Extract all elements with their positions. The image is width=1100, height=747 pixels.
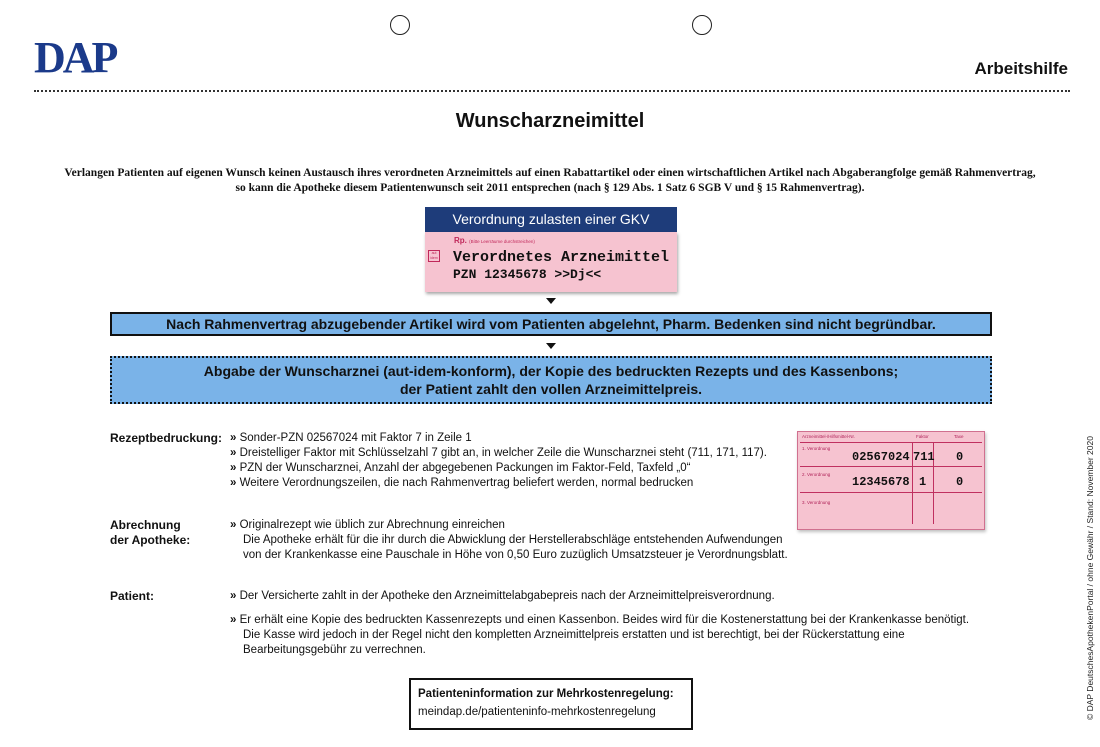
prescription-form-sample (797, 431, 985, 530)
header-divider (34, 90, 1070, 92)
dispense-line-1: Abgabe der Wunscharznei (aut-idem-konform), der Kopie des bedruckten Rezepts und des Kassenbons; (203, 363, 899, 379)
list-item: » Weitere Verordnungszeilen, die nach Rahmenvertrag beliefert werden, normal bedrucken (230, 477, 694, 489)
detail-line: Die Apotheke erhält für die ihr durch die Abwicklung der Herstellerabschläge entstehenden Aufwendungen (243, 534, 783, 546)
form-taxe-1: 0 (956, 450, 964, 464)
copyright-note: © DAP DeutschesApothekenPortal / ohne Gewähr / Stand: November 2020 (1085, 436, 1095, 720)
rp-label: Rp. (Bitte Leerräume durchstreichen) (454, 236, 535, 245)
list-item: » Dreistelliger Faktor mit Schlüsselzahl 7 gibt an, in welcher Zeile die Wunscharznei steht (711, 171, 117). (230, 447, 767, 459)
dap-logo: DAP (34, 33, 116, 82)
page-title: Wunscharzneimittel (455, 110, 645, 132)
form-rule (800, 492, 982, 493)
info-title: Patienteninformation zur Mehrkostenregelung: (418, 688, 674, 700)
punch-hole-right (692, 15, 712, 35)
flow-box-rejected: Nach Rahmenvertrag abzugebender Artikel wird vom Patienten abgelehnt, Pharm. Bedenken sind nicht begründbar. (110, 312, 992, 336)
patient-list (230, 589, 1010, 658)
label-line: Abrechnung (110, 518, 181, 532)
doc-type-label: Arbeitshilfe (974, 59, 1068, 78)
abrechnung-list (230, 518, 830, 563)
section-label-abrechnung (110, 518, 190, 548)
label-line: der Apotheke: (110, 533, 191, 547)
form-pzn-1: 02567024 (852, 450, 910, 464)
form-pzn-2: 12345678 (852, 475, 910, 489)
punch-hole-left (390, 15, 410, 35)
form-rule (800, 466, 982, 467)
form-row-label: 2. Verordnung (802, 472, 831, 477)
list-item: » PZN der Wunscharznei, Anzahl der abgegebenen Packungen im Faktor-Feld, Taxfeld „0“ (230, 462, 691, 474)
form-header-taxe: Taxe (954, 434, 964, 439)
info-link[interactable]: meindap.de/patienteninfo-mehrkostenregelung (418, 706, 656, 718)
form-faktor-2: 1 (919, 475, 927, 489)
rezeptbedruckung-list (230, 431, 790, 491)
section-label-patient: Patient: (110, 589, 155, 603)
form-faktor-1: 711 (913, 450, 935, 464)
form-taxe-2: 0 (956, 475, 964, 489)
form-row-label: 1. Verordnung (802, 446, 831, 451)
aut-idem-box: aut idem (428, 250, 440, 262)
arrow-down-icon (546, 343, 556, 349)
patient-info-box (409, 678, 693, 730)
form-header-pzn: Arzneimittel-/Hilfsmittel-Nr. (802, 434, 856, 439)
gkv-header: Verordnung zulasten einer GKV (425, 207, 677, 232)
list-item: » Sonder-PZN 02567024 mit Faktor 7 in Zeile 1 (230, 432, 472, 444)
detail-line: Bearbeitungsgebühr zu verrechnen. (243, 644, 426, 656)
detail-line: Die Kasse wird jedoch in der Regel nicht den kompletten Arzneimittelpreis erstatten und ist berechtigt, bei der Rückerstattung eine (243, 629, 905, 641)
form-rule (800, 442, 982, 443)
detail-line: von der Krankenkasse eine Pauschale in Höhe von 0,50 Euro zuzüglich Umsatzsteuer je Verordnungsblatt. (243, 549, 788, 561)
arrow-down-icon (546, 298, 556, 304)
form-row-label: 3. Verordnung (802, 500, 831, 505)
dispense-line-2: der Patient zahlt den vollen Arzneimittelpreis. (399, 381, 703, 397)
list-item: » Originalrezept wie üblich zur Abrechnung einreichen (230, 519, 505, 531)
list-item: » Der Versicherte zahlt in der Apotheke den Arzneimittelabgabepreis nach der Arzneimittelpreisverordnung. (230, 590, 775, 602)
prescribed-drug-line: Verordnetes Arzneimittel (453, 249, 670, 266)
section-label-rezeptbedruckung: Rezeptbedruckung: (110, 431, 223, 445)
flow-box-dispense (110, 356, 992, 404)
list-item: » Er erhält eine Kopie des bedruckten Kassenrezepts und einen Kassenbon. Beides wird für die Kostenerstattung bei der Krankenkasse benötigt. (230, 614, 970, 626)
prescription-sample (425, 232, 677, 292)
prescribed-pzn-line: PZN 12345678 >>Dj<< (453, 267, 602, 282)
intro-text: Verlangen Patienten auf eigenen Wunsch keinen Austausch ihres verordneten Arzneimittels auf einen Rabattartikel oder einen wirtschaftlichen Artikel nach Abgaberangfolge gemäß Rahmenvertrag, so kann die Apotheke diesem Patientenwunsch seit 2011 entsprechen (nach § 129 Abs. 1 Satz 6 SGB V und § 15 Rahmenvertrag). (64, 167, 1036, 194)
form-header-faktor: Faktor (916, 434, 929, 439)
